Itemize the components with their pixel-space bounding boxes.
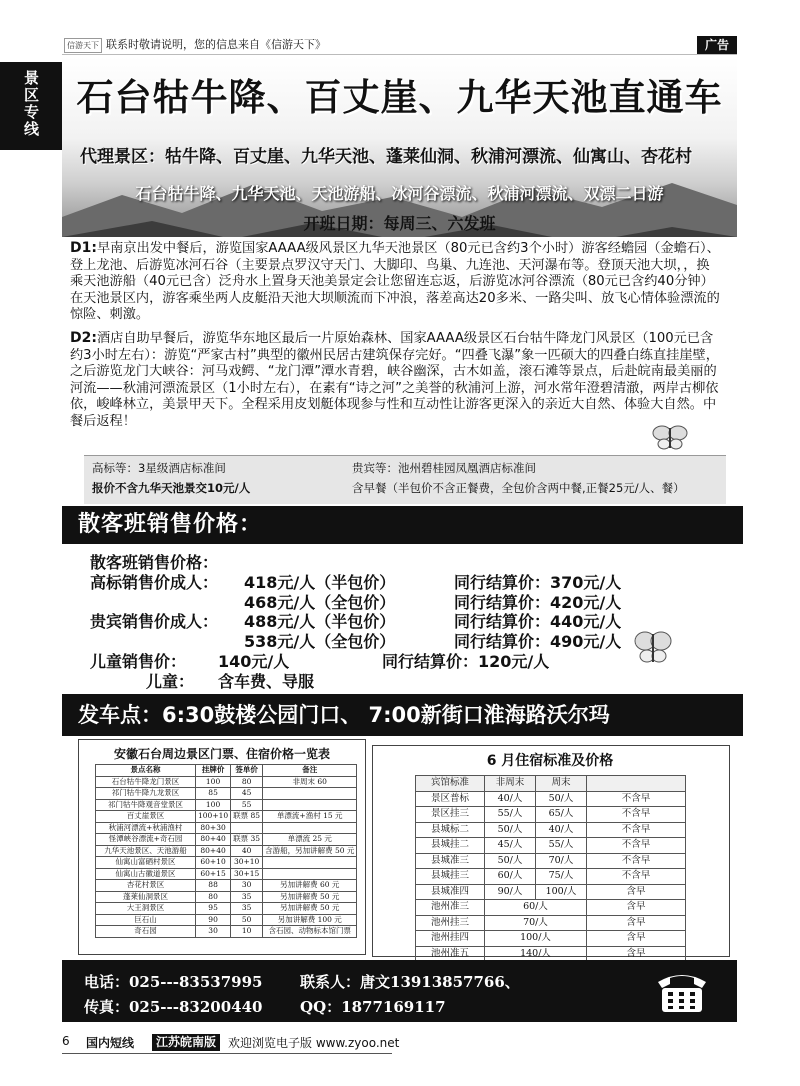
table-cell <box>263 868 357 880</box>
table-cell: 35 <box>231 891 263 903</box>
table-row <box>416 915 686 931</box>
table-cell: 含早 <box>587 946 686 962</box>
table-cell: 80 <box>196 891 231 903</box>
table-cell: 50 <box>231 914 263 926</box>
table-cell: 奇石园 <box>96 926 196 938</box>
table-cell: 池州准三 <box>416 900 485 916</box>
table-cell: 大王洞景区 <box>96 903 196 915</box>
day-2-text: 酒店自助早餐后，游览华东地区最后一片原始森林、国家AAAA级景区石台牯牛降龙门风景区（100元已含约3小时左右）：游览“严家古村”典型的徽州民居古建筑保存完好。“四叠飞瀑”象一匹硕大的四叠白练直挂崖壁，之后游览龙门大峡谷：河马戏鳄、“龙门潭”潭水青碧，峡谷幽深，古木如盖，滚石滩等景点，后赴皖南最美丽的河流——秋浦河漂流景区（1小时左右），在素有“诗之河”之美誉的秋浦河上游，河水常年澄碧清澈，两岸古柳依依，峻峰林立，美景甲天下。全程采用皮划艇体现参与性和互动性让游客更深入的亲近大自然、体验大自然。中餐后返程！ <box>70 331 719 429</box>
ticket-table-title: 安徽石台周边景区门票、住宿价格一览表 <box>113 747 330 761</box>
breakfast-note: 含早餐（半包价不含正餐费，全包价含两中餐,正餐25元/人、餐） <box>352 481 685 495</box>
table-cell: 75/人 <box>536 869 587 885</box>
table-cell <box>231 822 263 834</box>
table-cell: 80 <box>231 776 263 788</box>
table-cell: 100/人 <box>485 931 587 947</box>
table-cell: 巨石山 <box>96 914 196 926</box>
table-cell: 仙寓山古徽道景区 <box>96 868 196 880</box>
itinerary-day-1 <box>70 240 720 324</box>
table-cell: 另加讲解费 50 元 <box>263 903 357 915</box>
day-1-label: D1: <box>70 240 97 256</box>
page-title: 石台牯牛降、百丈崖、九华天池直通车 <box>76 76 723 119</box>
table-cell: 140/人 <box>485 946 587 962</box>
day-1-text: 早南京出发中餐后，游览国家AAAA级风景区九华天池景区（80元已含约3个小时）游客经蟾园（金蟾石）、登上龙池、后游览冰河石谷（主要景点罗汉守天门、大脚印、鸟巢、九连池、天河瀑布等。登顶天池大坝，，换乘天池游船（40元已含）泛舟水上置身天池美景定会让您留连忘返，后游览冰河谷漂流（80元已含约40分钟）在天池景区内，游客乘坐两人皮艇沿天池大坝顺流而下冲浪，落差高达20多米、一路尖叫、放飞心情体验漂流的惊险、刺激。 <box>70 241 720 322</box>
table-cell: 30 <box>196 926 231 938</box>
vip-full-peer-price: 同行结算价：490元/人 <box>454 632 622 651</box>
table-row <box>416 900 686 916</box>
table-cell: 85 <box>196 788 231 800</box>
table-row <box>96 788 357 800</box>
footer-website-note[interactable]: 欢迎浏览电子版 www.zyoo.net <box>228 1036 400 1050</box>
table-cell <box>263 788 357 800</box>
table-cell: 池州挂四 <box>416 931 485 947</box>
day-2-label: D2: <box>70 330 97 346</box>
column-header: 非周末 <box>485 776 536 792</box>
table-row <box>96 845 357 857</box>
contact-person: 联系人：唐文13913857766、 <box>300 973 520 991</box>
table-cell: 单漂流+渔村 15 元 <box>263 811 357 823</box>
table-cell: 不含早 <box>587 853 686 869</box>
ticket-price-table <box>95 764 357 938</box>
table-cell: 50/人 <box>536 791 587 807</box>
table-cell: 含早 <box>587 931 686 947</box>
edition-badge: 江苏皖南版 <box>152 1034 220 1051</box>
table-row <box>416 931 686 947</box>
child-price-label: 儿童销售价： <box>90 652 187 671</box>
table-cell: 不含早 <box>587 791 686 807</box>
table-cell: 另加讲解费 100 元 <box>263 914 357 926</box>
child-price: 140元/人 <box>218 652 290 671</box>
table-cell: 景区普标 <box>416 791 485 807</box>
table-row <box>96 926 357 938</box>
table-cell: 30 <box>231 880 263 892</box>
table-cell: 100+10 <box>196 811 231 823</box>
table-cell: 县城准三 <box>416 853 485 869</box>
table-cell: 石台牯牛降龙门景区 <box>96 776 196 788</box>
table-cell: 县城挂二 <box>416 838 485 854</box>
table-cell: 10 <box>231 926 263 938</box>
table-row <box>416 791 686 807</box>
table-header-row <box>96 765 357 777</box>
table-cell: 不含早 <box>587 869 686 885</box>
price-subtitle: 散客班销售价格： <box>90 553 219 572</box>
table-cell: 60/人 <box>485 869 536 885</box>
table-cell: 九华天池景区、天池游船 <box>96 845 196 857</box>
table-cell: 30+10 <box>231 857 263 869</box>
qq-number: QQ：1877169117 <box>300 998 446 1016</box>
table-row <box>96 857 357 869</box>
table-cell: 单漂流 25 元 <box>263 834 357 846</box>
table-cell: 县城标二 <box>416 822 485 838</box>
ticket-table-body <box>96 776 357 937</box>
lodging-table-body <box>416 776 686 962</box>
table-cell: 45/人 <box>485 838 536 854</box>
table-cell: 非周末 60 <box>263 776 357 788</box>
table-cell: 秋浦河漂流+秋浦渔村 <box>96 822 196 834</box>
table-cell: 100 <box>196 799 231 811</box>
table-cell: 70/人 <box>536 853 587 869</box>
table-cell: 怪潭峡谷漂流+奇石园 <box>96 834 196 846</box>
table-row <box>416 884 686 900</box>
standard-price-label: 高标销售价成人： <box>90 573 219 592</box>
standard-half-price: 418元/人（半包价） <box>244 573 396 592</box>
footer-section: 国内短线 <box>86 1036 135 1050</box>
table-row <box>96 799 357 811</box>
table-row <box>416 807 686 823</box>
vip-price-label: 贵宾销售价成人： <box>90 612 219 631</box>
phone-number: 电话：025---83537995 <box>84 973 263 991</box>
table-cell: 60+10 <box>196 857 231 869</box>
table-cell <box>263 822 357 834</box>
telephone-icon <box>652 966 712 1016</box>
table-row <box>416 853 686 869</box>
lodging-price-table <box>415 775 686 962</box>
column-header: 周末 <box>536 776 587 792</box>
table-cell: 90 <box>196 914 231 926</box>
column-header <box>587 776 686 792</box>
table-cell: 池州准五 <box>416 946 485 962</box>
table-cell: 80+30 <box>196 822 231 834</box>
table-row <box>96 868 357 880</box>
price-section-header: 散客班销售价格： <box>62 506 743 544</box>
departure-bar: 发车点：6:30鼓楼公园门口、 7:00新街口淮海路沃尔玛 <box>62 694 743 736</box>
table-cell: 80+40 <box>196 834 231 846</box>
side-tab-label: 景区专线 <box>22 70 40 138</box>
table-cell: 40/人 <box>536 822 587 838</box>
table-cell: 40/人 <box>485 791 536 807</box>
table-row <box>96 914 357 926</box>
standard-hotel: 高标等：3星级酒店标准间 <box>92 461 226 475</box>
table-cell: 40 <box>231 845 263 857</box>
table-cell: 不含早 <box>587 838 686 854</box>
table-cell: 95 <box>196 903 231 915</box>
route-summary: 石台牯牛降、九华天池、天池游船、冰河谷漂流、秋浦河漂流、双漂二日游 <box>135 184 664 203</box>
table-row <box>96 811 357 823</box>
table-cell: 联票 35 <box>231 834 263 846</box>
vip-half-price: 488元/人（半包价） <box>244 612 396 631</box>
column-header: 备注 <box>263 765 357 777</box>
table-cell: 70/人 <box>485 915 587 931</box>
vip-hotel: 贵宾等：池州碧桂园凤凰酒店标准间 <box>352 461 536 475</box>
table-cell: 百丈崖景区 <box>96 811 196 823</box>
table-row <box>96 891 357 903</box>
table-cell: 池州挂三 <box>416 915 485 931</box>
table-cell: 100/人 <box>536 884 587 900</box>
table-cell: 不含早 <box>587 822 686 838</box>
table-cell: 含石园、动物标本馆门票 <box>263 926 357 938</box>
lodging-table-title: 6 月住宿标准及价格 <box>486 753 614 769</box>
table-cell: 含游船，另加讲解费 50 元 <box>263 845 357 857</box>
column-header: 签单价 <box>231 765 263 777</box>
table-cell: 杏花村景区 <box>96 880 196 892</box>
table-cell <box>263 857 357 869</box>
butterfly-icon <box>648 423 692 451</box>
ad-tag: 广告 <box>697 36 737 54</box>
child-note-label: 儿童： <box>146 672 195 691</box>
table-cell: 90/人 <box>485 884 536 900</box>
table-cell: 景区挂三 <box>416 807 485 823</box>
footer-divider <box>62 1053 392 1054</box>
child-peer-price: 同行结算价：120元/人 <box>382 652 550 671</box>
table-row <box>96 822 357 834</box>
page-number: 6 <box>62 1034 70 1048</box>
table-row <box>416 869 686 885</box>
table-cell: 100 <box>196 776 231 788</box>
table-cell: 另加讲解费 50 元 <box>263 891 357 903</box>
table-cell: 60+15 <box>196 868 231 880</box>
vip-half-peer-price: 同行结算价：440元/人 <box>454 612 622 631</box>
child-note: 含车费、导服 <box>218 672 315 691</box>
table-cell: 另加讲解费 60 元 <box>263 880 357 892</box>
section-side-tab <box>0 62 62 150</box>
column-header: 挂牌价 <box>196 765 231 777</box>
table-cell: 50/人 <box>485 853 536 869</box>
table-cell: 88 <box>196 880 231 892</box>
table-row <box>416 822 686 838</box>
table-cell: 含早 <box>587 915 686 931</box>
table-cell: 县城挂三 <box>416 869 485 885</box>
publisher-logo: 信游天下 <box>64 38 102 53</box>
table-cell: 祁门牯牛降九龙景区 <box>96 788 196 800</box>
vip-full-price: 538元/人（全包价） <box>244 632 396 651</box>
table-cell: 含早 <box>587 884 686 900</box>
table-cell: 80+40 <box>196 845 231 857</box>
table-cell: 65/人 <box>536 807 587 823</box>
table-cell: 45 <box>231 788 263 800</box>
table-row <box>96 776 357 788</box>
table-cell: 县城准四 <box>416 884 485 900</box>
table-cell: 55/人 <box>485 807 536 823</box>
price-exclusion: 报价不含九华天池景交10元/人 <box>92 481 251 495</box>
table-cell: 含早 <box>587 900 686 916</box>
table-cell: 不含早 <box>587 807 686 823</box>
agent-scenic-areas: 代理景区：牯牛降、百丈崖、九华天池、蓬莱仙洞、秋浦河漂流、仙寓山、杏花村 <box>80 147 692 167</box>
butterfly-icon <box>632 627 674 667</box>
table-cell: 60/人 <box>485 900 587 916</box>
table-cell <box>263 799 357 811</box>
fax-number: 传真：025---83200440 <box>84 998 263 1016</box>
standard-full-peer-price: 同行结算价：420元/人 <box>454 593 622 612</box>
table-cell: 50/人 <box>485 822 536 838</box>
table-cell: 35 <box>231 903 263 915</box>
table-cell: 55/人 <box>536 838 587 854</box>
table-cell: 30+15 <box>231 868 263 880</box>
table-cell: 蓬莱仙洞景区 <box>96 891 196 903</box>
standard-full-price: 468元/人（全包价） <box>244 593 396 612</box>
table-cell: 联票 85 <box>231 811 263 823</box>
itinerary-day-2 <box>70 330 720 430</box>
table-row <box>416 838 686 854</box>
schedule-line: 开班日期：每周三、六发班 <box>303 214 496 233</box>
reader-note: 联系时敬请说明，您的信息来自《信游天下》 <box>106 38 326 51</box>
table-cell: 仙寓山富硒村景区 <box>96 857 196 869</box>
standard-half-peer-price: 同行结算价：370元/人 <box>454 573 622 592</box>
table-row <box>96 903 357 915</box>
table-cell: 祁门牯牛降观音堂景区 <box>96 799 196 811</box>
column-header: 宾馆标准 <box>416 776 485 792</box>
column-header: 景点名称 <box>96 765 196 777</box>
table-header-row <box>416 776 686 792</box>
table-row <box>96 880 357 892</box>
table-cell: 55 <box>231 799 263 811</box>
table-row <box>96 834 357 846</box>
